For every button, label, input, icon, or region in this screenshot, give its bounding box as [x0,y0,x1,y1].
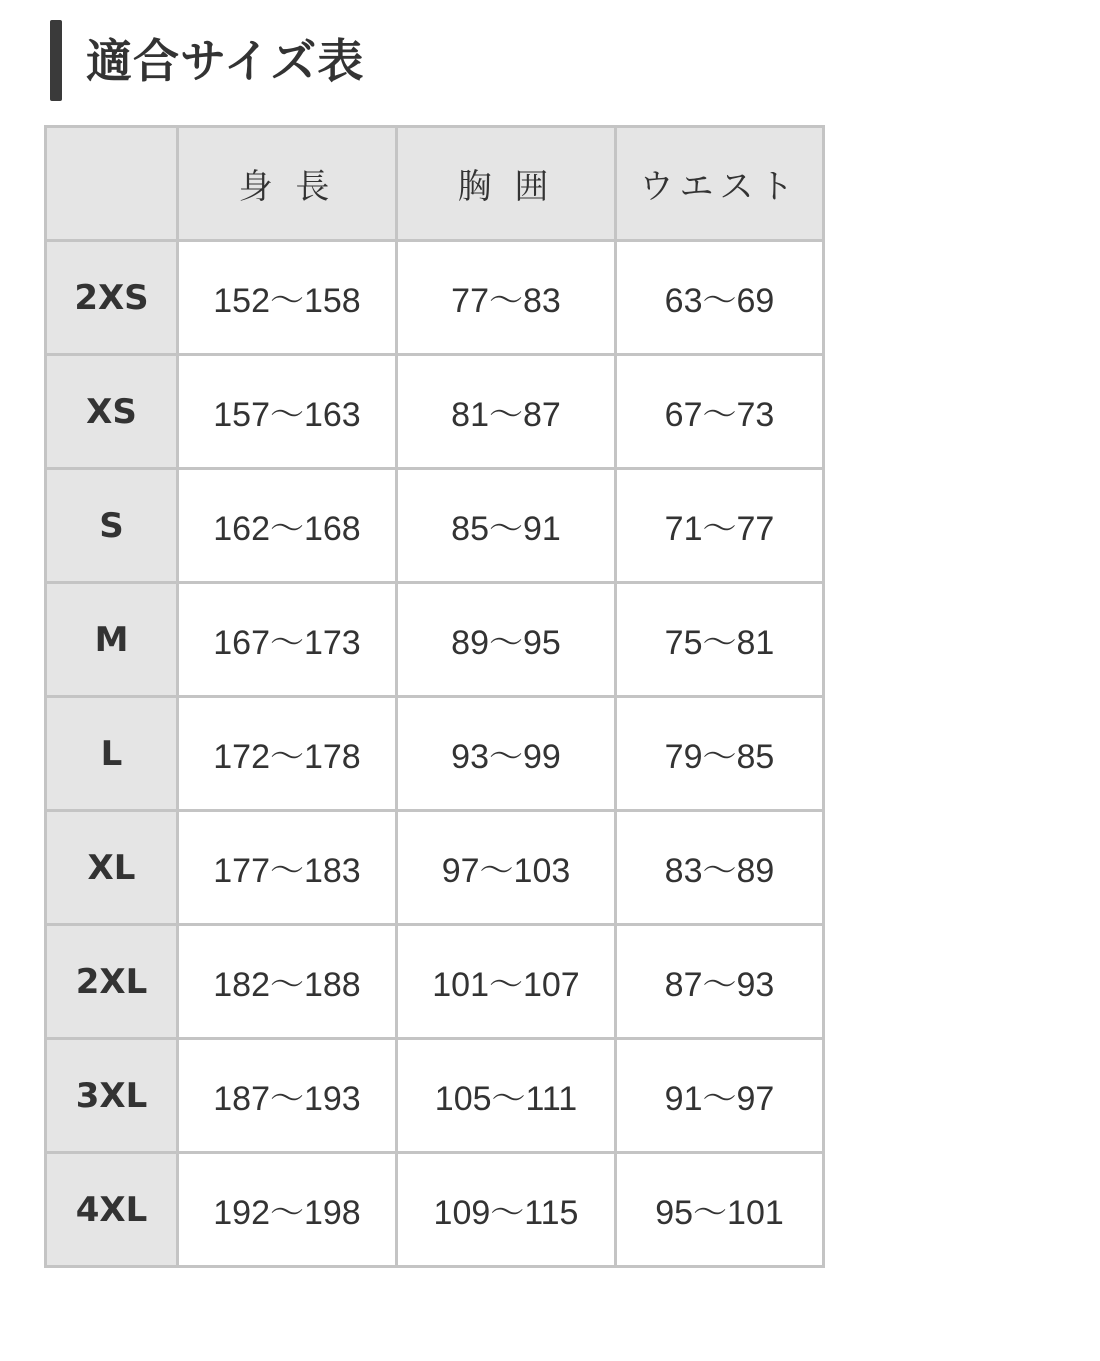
waist-cell: 63〜69 [616,241,824,355]
heading-accent-bar [50,20,62,101]
size-label: S [46,469,178,583]
waist-cell: 75〜81 [616,583,824,697]
table-row [46,697,824,811]
chest-cell: 85〜91 [397,469,616,583]
height-cell: 157〜163 [178,355,397,469]
chest-cell: 77〜83 [397,241,616,355]
chest-cell: 105〜111 [397,1039,616,1153]
header-chest: 胸 囲 [397,127,616,241]
size-chart-table [44,125,825,1268]
size-label: XL [46,811,178,925]
waist-cell: 95〜101 [616,1153,824,1267]
table-row [46,811,824,925]
height-cell: 152〜158 [178,241,397,355]
page-heading [50,20,364,101]
table-body [46,241,824,1267]
table-row [46,1039,824,1153]
size-label: M [46,583,178,697]
chest-cell: 89〜95 [397,583,616,697]
size-label: 2XS [46,241,178,355]
chest-cell: 93〜99 [397,697,616,811]
table-row [46,1153,824,1267]
height-cell: 162〜168 [178,469,397,583]
table-row [46,925,824,1039]
height-cell: 182〜188 [178,925,397,1039]
size-label: L [46,697,178,811]
waist-cell: 67〜73 [616,355,824,469]
table-header [46,127,824,241]
chest-cell: 101〜107 [397,925,616,1039]
table-row [46,241,824,355]
header-corner-cell [46,127,178,241]
header-height: 身 長 [178,127,397,241]
table-row [46,355,824,469]
height-cell: 192〜198 [178,1153,397,1267]
chest-cell: 81〜87 [397,355,616,469]
chest-cell: 109〜115 [397,1153,616,1267]
height-cell: 177〜183 [178,811,397,925]
size-label: XS [46,355,178,469]
waist-cell: 91〜97 [616,1039,824,1153]
height-cell: 187〜193 [178,1039,397,1153]
header-row [46,127,824,241]
size-label: 4XL [46,1153,178,1267]
waist-cell: 79〜85 [616,697,824,811]
waist-cell: 87〜93 [616,925,824,1039]
size-label: 3XL [46,1039,178,1153]
chest-cell: 97〜103 [397,811,616,925]
table-row [46,583,824,697]
height-cell: 172〜178 [178,697,397,811]
page-title: 適合サイズ表 [86,33,365,88]
size-label: 2XL [46,925,178,1039]
header-waist: ウエスト [616,127,824,241]
waist-cell: 71〜77 [616,469,824,583]
waist-cell: 83〜89 [616,811,824,925]
height-cell: 167〜173 [178,583,397,697]
table-row [46,469,824,583]
